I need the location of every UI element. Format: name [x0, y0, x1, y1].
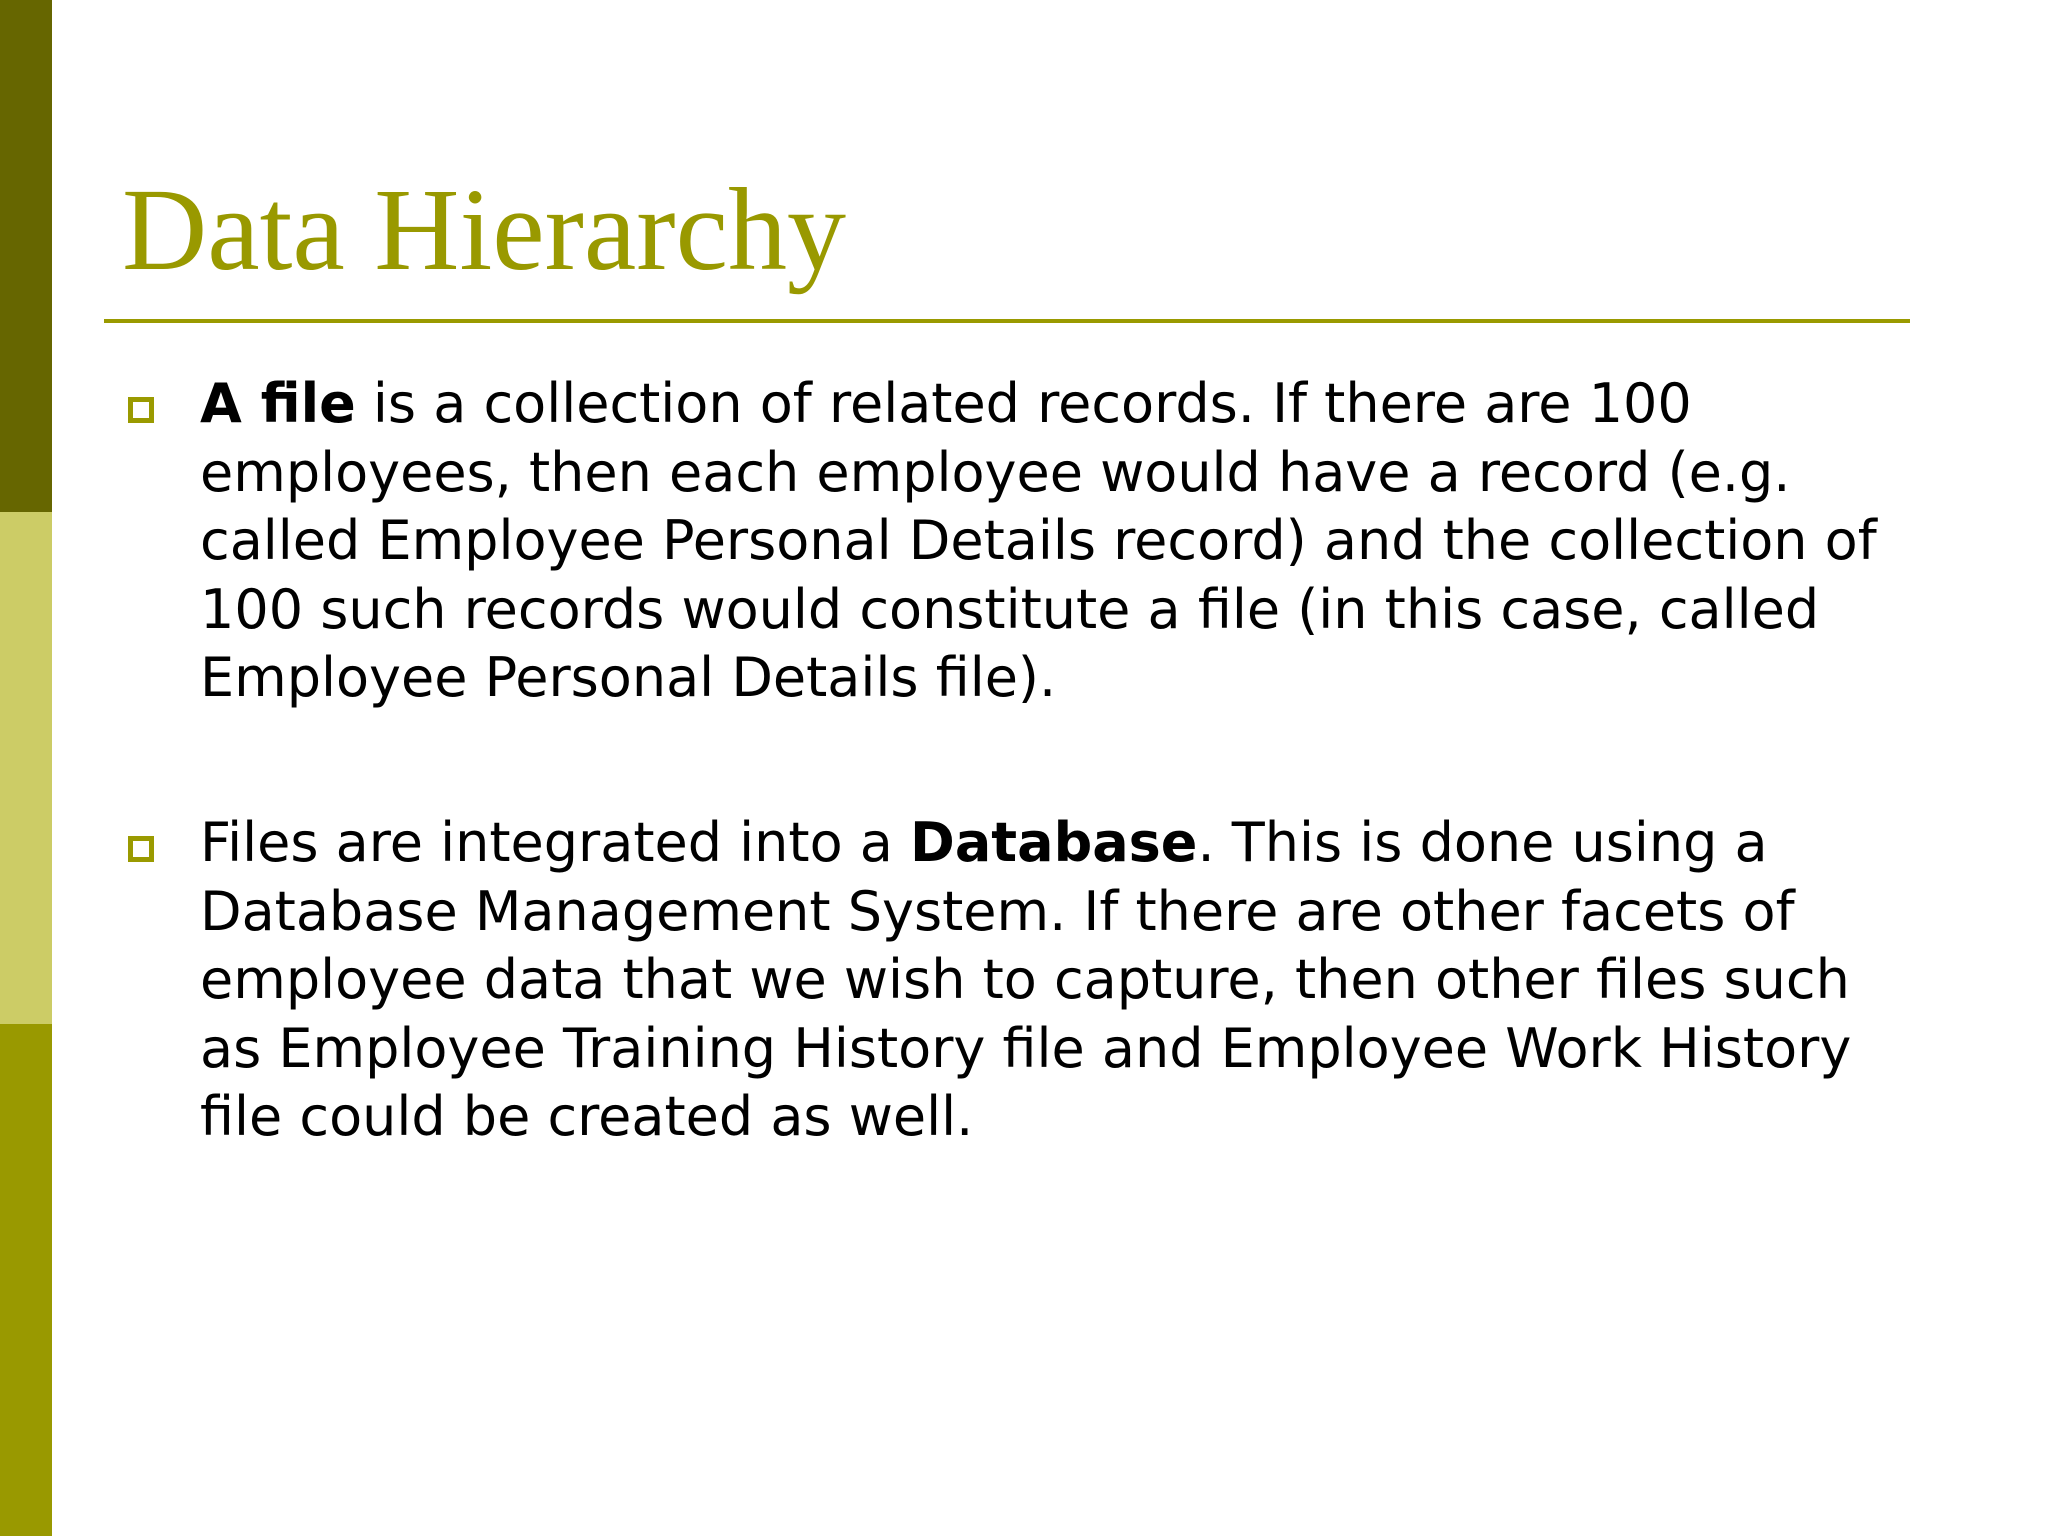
- title-underline-rule: [104, 319, 1910, 323]
- bullet-body-text-after: . This is done using a Database Management System. If there are other facets of employee data that we wish to capture, then other files such as Employee Training History file and Employee Work History file could be created as well.: [200, 811, 1852, 1148]
- slide-title: Data Hierarchy: [122, 164, 846, 295]
- accent-bar-dark-segment: [0, 0, 52, 512]
- bullet-item-database: [200, 809, 1920, 1152]
- bullet-body-text-before: Files are integrated into a: [200, 811, 911, 874]
- bullet-text: [200, 811, 1851, 1148]
- bold-term: A file: [200, 372, 356, 435]
- bullet-item-file: [200, 370, 1920, 713]
- bullet-body-text: is a collection of related records. If there are 100 employees, then each employee would have a record (e.g. called Employee Personal Details record) and the collection of 100 such records would constitute a file (in this case, called Employee Personal Details file).: [200, 372, 1877, 709]
- left-accent-bar: [0, 0, 52, 1536]
- bullet-text: [200, 372, 1877, 709]
- bold-term: Database: [910, 811, 1198, 874]
- hollow-square-bullet-icon: [128, 397, 154, 423]
- accent-bar-light-segment: [0, 512, 52, 1024]
- hollow-square-bullet-icon: [128, 836, 154, 862]
- accent-bar-mid-segment: [0, 1024, 52, 1536]
